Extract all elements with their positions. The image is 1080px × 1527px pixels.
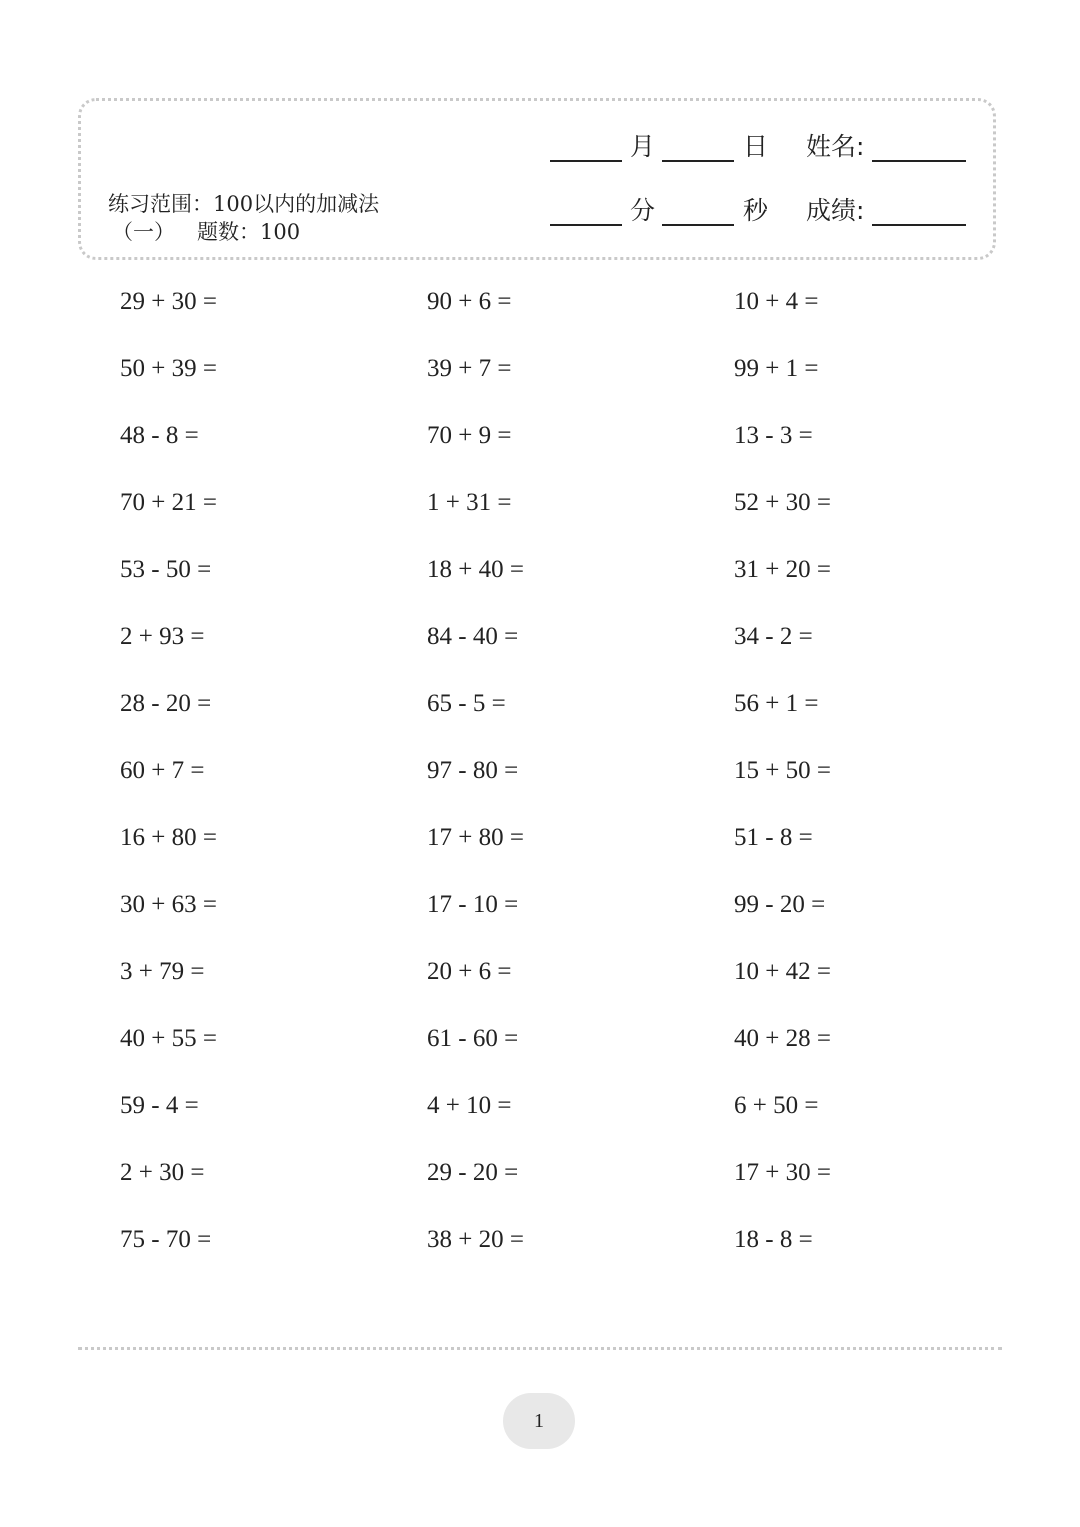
problem-item: 17 + 30 = [734,1159,831,1186]
problem-item: 40 + 55 = [120,1025,217,1052]
name-blank[interactable] [872,130,966,162]
exercise-range [108,190,379,246]
footer-divider [78,1347,1002,1350]
page-number-badge [503,1393,575,1449]
problem-item: 10 + 4 = [734,288,819,315]
month-blank[interactable] [550,130,622,162]
day-label: 日 [743,132,769,161]
problem-item: 15 + 50 = [734,757,831,784]
problem-item: 65 - 5 = [427,690,506,717]
problem-item: 99 + 1 = [734,355,819,382]
problem-item: 61 - 60 = [427,1025,519,1052]
problem-item: 59 - 4 = [120,1092,199,1119]
date-name-row [548,130,978,194]
time-score-row [548,194,978,258]
problem-item: 97 - 80 = [427,757,519,784]
minute-label: 分 [630,196,656,225]
problem-item: 28 - 20 = [120,690,212,717]
second-blank[interactable] [662,194,734,226]
range-label: 练习范围：100以内的加减法 [108,192,380,216]
problem-item: 51 - 8 = [734,824,813,851]
problem-item: 18 + 40 = [427,556,524,583]
problem-item: 17 - 10 = [427,891,519,918]
problem-item: 84 - 40 = [427,623,519,650]
problem-item: 52 + 30 = [734,489,831,516]
problem-item: 29 + 30 = [120,288,217,315]
problem-item: 75 - 70 = [120,1226,212,1253]
problem-item: 16 + 80 = [120,824,217,851]
problem-item: 4 + 10 = [427,1092,512,1119]
problem-item: 20 + 6 = [427,958,512,985]
problem-item: 13 - 3 = [734,422,813,449]
problem-item: 17 + 80 = [427,824,524,851]
name-label: 姓名: [806,132,865,161]
score-label: 成绩: [806,196,865,225]
count-label: 题数：100 [197,220,301,244]
problem-item: 70 + 21 = [120,489,217,516]
problem-item: 18 - 8 = [734,1226,813,1253]
problem-item: 70 + 9 = [427,422,512,449]
problem-item: 99 - 20 = [734,891,826,918]
problem-item: 60 + 7 = [120,757,205,784]
range-part: （一） [112,220,175,244]
problem-item: 2 + 30 = [120,1159,205,1186]
problem-item: 34 - 2 = [734,623,813,650]
problem-item: 90 + 6 = [427,288,512,315]
minute-blank[interactable] [550,194,622,226]
problem-item: 31 + 20 = [734,556,831,583]
day-blank[interactable] [662,130,734,162]
problem-item: 29 - 20 = [427,1159,519,1186]
problem-item: 10 + 42 = [734,958,831,985]
problem-item: 30 + 63 = [120,891,217,918]
month-label: 月 [630,132,656,161]
page-number: 1 [534,1409,544,1432]
problem-item: 50 + 39 = [120,355,217,382]
range-line-2 [108,218,379,246]
problem-item: 1 + 31 = [427,489,512,516]
problem-item: 40 + 28 = [734,1025,831,1052]
second-label: 秒 [743,196,769,225]
problem-item: 39 + 7 = [427,355,512,382]
score-blank[interactable] [872,194,966,226]
problem-item: 2 + 93 = [120,623,205,650]
student-fields [548,130,978,258]
problem-item: 6 + 50 = [734,1092,819,1119]
problem-item: 53 - 50 = [120,556,212,583]
problem-item: 48 - 8 = [120,422,199,449]
problem-item: 38 + 20 = [427,1226,524,1253]
problem-item: 3 + 79 = [120,958,205,985]
problem-item: 56 + 1 = [734,690,819,717]
